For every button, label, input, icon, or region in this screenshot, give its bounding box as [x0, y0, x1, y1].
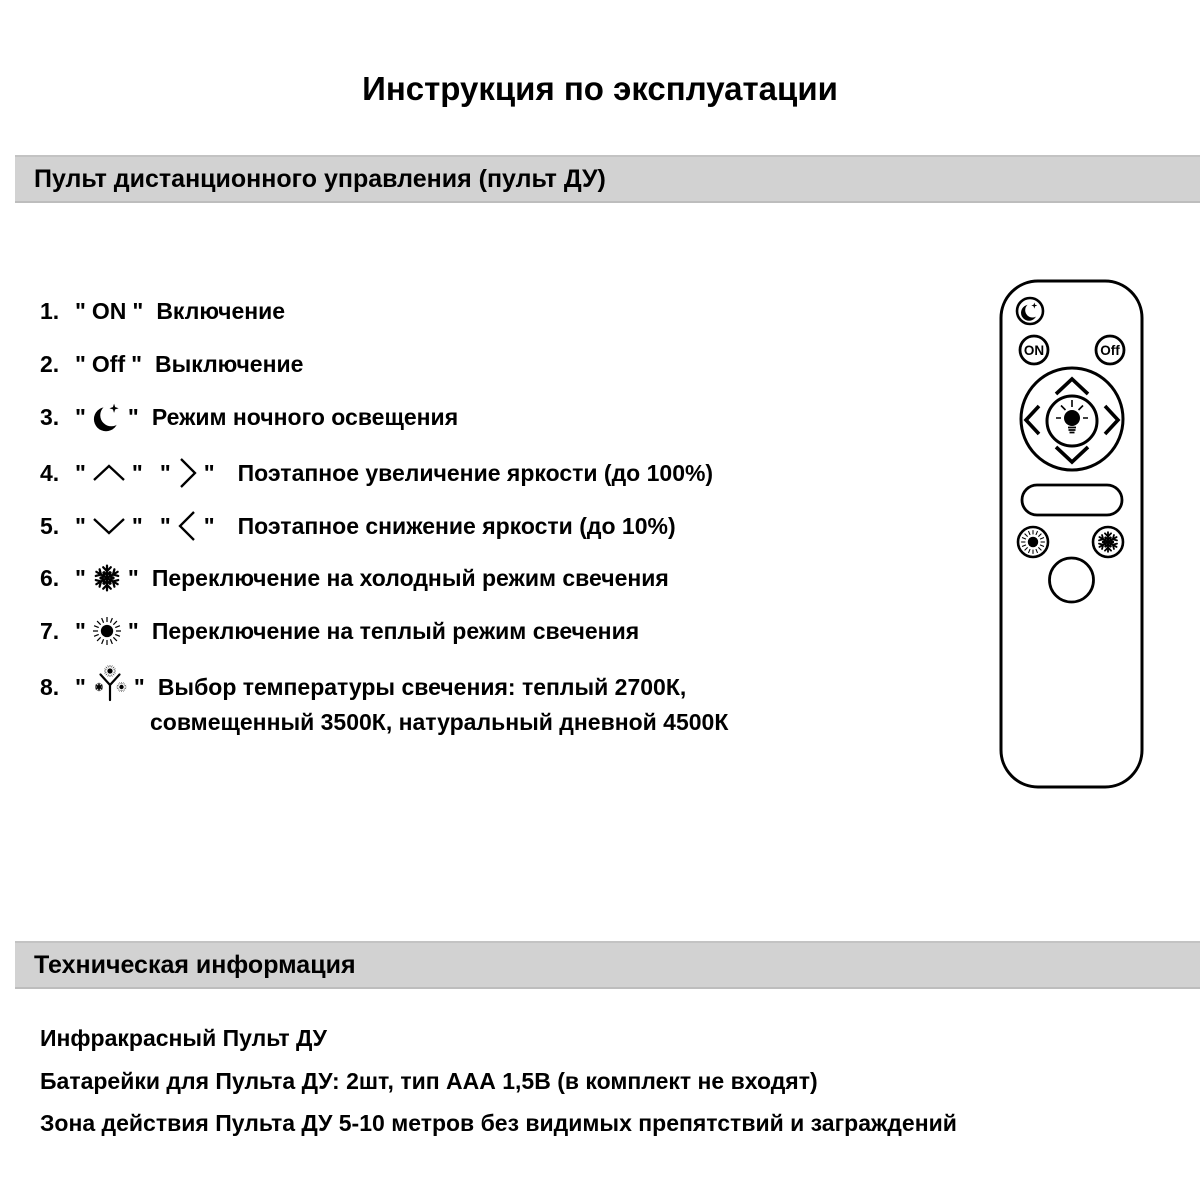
item-description: Выбор температуры свечения: теплый 2700К, — [157, 674, 687, 701]
list-item-warm-mode: 7. " " Переключение на теплый режим свечения — [40, 618, 639, 648]
list-item-brightness-down: 5. " " " " Поэтапное снижение яркости (до 10%) — [40, 512, 676, 544]
section-header-tech-label: Техническая информация — [34, 950, 356, 979]
item-number: 5. — [40, 513, 60, 540]
off-key-label: Off — [91, 351, 126, 377]
item-description: Поэтапное снижение яркости (до 10%) — [237, 513, 676, 540]
warm-mode-icon — [1021, 530, 1045, 554]
temperature-select-icon — [92, 664, 128, 704]
item-number: 3. — [40, 404, 60, 431]
item-description: Переключение на теплый режим свечения — [151, 618, 640, 645]
remote-bottom-button — [1050, 558, 1094, 602]
tech-line-remote-type: Инфракрасный Пульт ДУ — [40, 1025, 327, 1051]
item-description: Включение — [156, 298, 286, 324]
item-number: 7. — [40, 618, 60, 645]
item-number: 4. — [40, 460, 60, 487]
list-item-cold-mode: 6. " " Переключение на холодный режим свечения — [40, 565, 669, 595]
remote-dpad — [1021, 368, 1123, 470]
item-number: 1. — [40, 298, 60, 324]
chevron-left-icon — [177, 510, 198, 542]
chevron-right-icon — [177, 457, 198, 489]
list-item-night-mode: 3. " " Режим ночного освещения — [40, 403, 458, 435]
snowflake-cold-mode-icon — [92, 563, 122, 593]
night-mode-moon-icon — [92, 401, 122, 433]
item-description: Выключение — [155, 351, 304, 377]
remote-pill-button — [1022, 485, 1122, 515]
list-item-on: 1. " ON " Включение — [40, 298, 286, 324]
tech-line-range: Зона действия Пульта ДУ 5-10 метров без видимых препятствий и заграждений — [40, 1110, 957, 1136]
on-button-label: ON — [1023, 343, 1045, 358]
section-header-remote-label: Пульт дистанционного управления (пульт ДУ) — [34, 164, 606, 193]
item-description-line2: совмещенный 3500К, натуральный дневной 4500К — [150, 709, 729, 735]
on-key-label: ON — [91, 298, 127, 324]
item-description: Поэтапное увеличение яркости (до 100%) — [237, 460, 714, 487]
remote-warm-button — [1018, 527, 1048, 557]
list-item-off: 2. " Off " Выключение — [40, 351, 304, 377]
item-description: Режим ночного освещения — [151, 404, 459, 431]
list-item-brightness-up: 4. " " " " Поэтапное увеличение яркости (до 100%) — [40, 459, 713, 491]
chevron-down-icon — [92, 516, 126, 536]
off-button-label: Off — [1100, 343, 1120, 358]
remote-control-diagram — [999, 279, 1144, 794]
sun-warm-mode-icon — [92, 616, 122, 646]
remote-cold-button — [1093, 527, 1123, 557]
item-number: 6. — [40, 565, 60, 592]
tech-line-batteries: Батарейки для Пульта ДУ: 2шт, тип ААА 1,5В (в комплект не входят) — [40, 1068, 818, 1094]
chevron-up-icon — [92, 463, 126, 483]
section-header-remote — [15, 155, 1200, 203]
item-number: 8. — [40, 674, 60, 701]
remote-on-button — [1020, 336, 1048, 364]
section-header-tech — [15, 941, 1200, 989]
list-item-temperature-select: 8. " " Выбор температуры свечения: теплый 2700К, совмещенный 3500К, натуральный дневной 4500К — [40, 669, 728, 736]
remote-off-button — [1096, 336, 1124, 364]
page-title: Инструкция по эксплуатации — [362, 70, 838, 107]
item-number: 2. — [40, 351, 60, 377]
remote-night-button — [1017, 298, 1043, 324]
item-description: Переключение на холодный режим свечения — [151, 565, 669, 592]
